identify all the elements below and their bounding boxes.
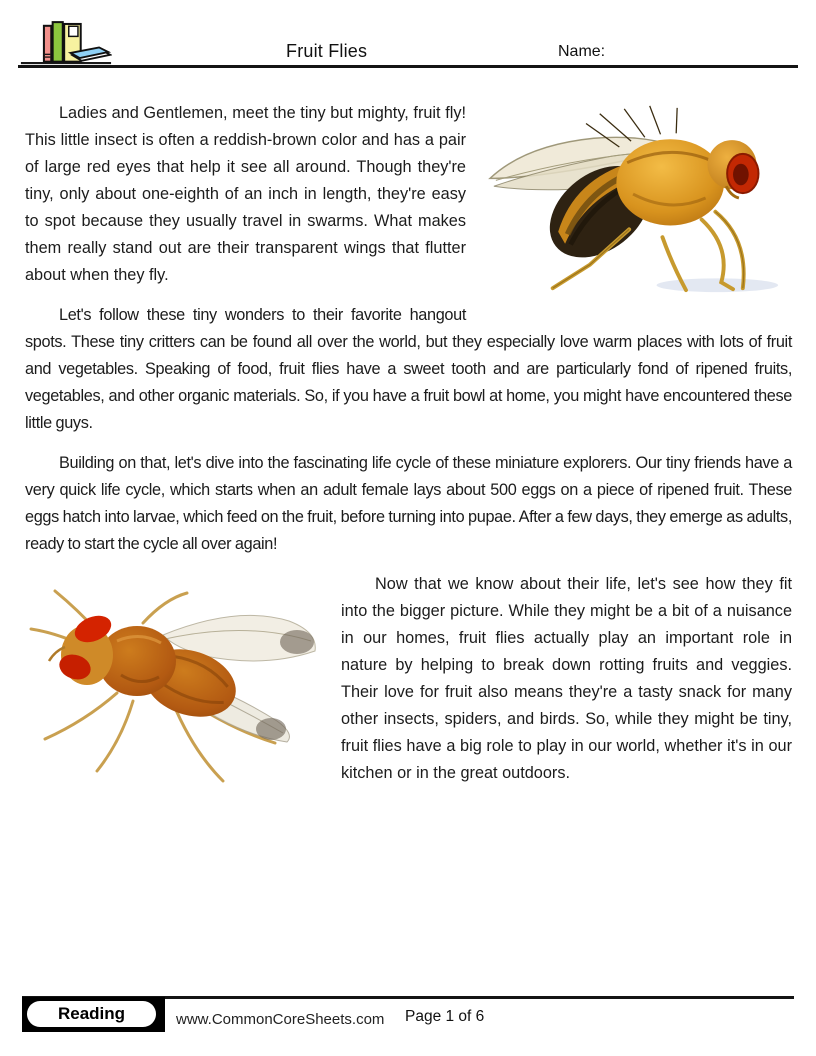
name-label: Name: — [558, 43, 606, 60]
page-footer — [22, 996, 794, 1028]
fruit-fly-top-view-photo — [25, 571, 325, 791]
paragraph-2: Let's follow these tiny wonders to their favorite hangout spots. These tiny critters can be found all over the world, but they especially love warm places with lots of fruit and vegetables. Speaking of food, fruit flies have a sweet tooth and are particularly fond of ripened fruits, vegetables, and other organic materials. So, if you have a fruit bowl at home, you might have encountered these little guys. — [25, 306, 792, 432]
category-badge-label: Reading — [27, 1001, 156, 1027]
page-header — [18, 0, 798, 68]
page-title: Fruit Flies — [286, 41, 368, 61]
paragraph-1: Ladies and Gentlemen, meet the tiny but mighty, fruit fly! This little insect is often a reddish-brown color and has a pair of large red eyes that help it see all around. Though they're tiny, only about one-eighth of an inch in length, they're easy to spot because they usually travel in swarms. What makes them really stand out are their transparent wings that flutter about when they fly. — [25, 104, 466, 284]
fruit-fly-side-view-photo — [480, 100, 792, 296]
books-logo-icon — [20, 12, 112, 64]
category-badge — [22, 997, 165, 1032]
reading-passage — [0, 68, 816, 787]
website-url: www.CommonCoreSheets.com — [176, 1011, 385, 1028]
paragraph-4: Now that we know about their life, let's see how they fit into the bigger picture. While they might be a bit of a nuisance in our homes, fruit flies actually play an important role in nature by helping to break down rotting fruits and veggies. Their love for fruit also means they're a tasty snack for many other insects, spiders, and birds. So, while they might be tiny, fruit flies have a big role to play in our world, whether it's in our kitchen or in the great outdoors. — [341, 575, 792, 782]
page-number: Page 1 of 6 — [405, 1008, 485, 1025]
paragraph-3: Building on that, let's dive into the fascinating life cycle of these miniature explorers. Our tiny friends have a very quick life cycle, which starts when an adult female lays about 500 eggs on a piece of ripened fruit. These eggs hatch into larvae, which feed on the fruit, before turning into pupae. After a few days, they emerge as adults, ready to start the cycle all over again! — [25, 454, 792, 553]
